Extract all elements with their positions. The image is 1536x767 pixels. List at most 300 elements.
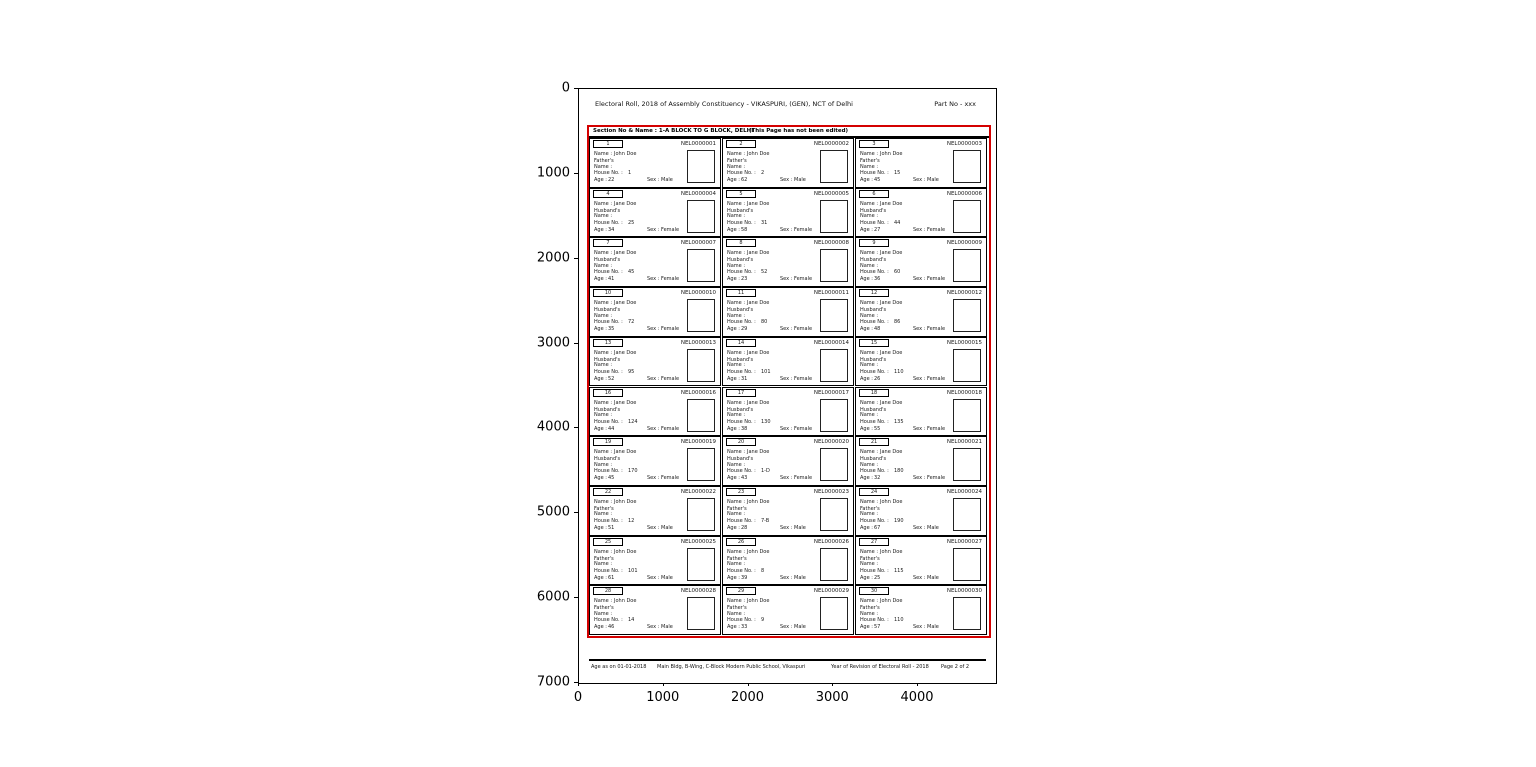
- x-axis-tick-label: 1000: [646, 690, 680, 705]
- photo-box: [687, 597, 715, 630]
- relation-name-label: Name :: [594, 213, 613, 220]
- house-value: 44: [894, 219, 901, 226]
- relation-name-label: Name :: [860, 561, 879, 568]
- epic-number: NEL0000029: [813, 588, 849, 595]
- photo-box: [953, 448, 981, 481]
- sex-label: Sex :: [647, 226, 660, 233]
- age-value: 41: [608, 276, 615, 283]
- relation-label: Father's: [594, 555, 614, 562]
- age-value: 38: [741, 425, 748, 432]
- sex-label: Sex :: [780, 624, 793, 631]
- sex-label: Sex :: [913, 624, 926, 631]
- serial-number-box: 8: [726, 239, 756, 247]
- sex-label: Sex :: [647, 425, 660, 432]
- house-value: 45: [628, 269, 635, 276]
- house-label: House No. :: [594, 418, 623, 425]
- name-value: Jane Doe: [747, 399, 770, 406]
- epic-number: NEL0000027: [946, 538, 982, 545]
- sex-value: Male: [794, 177, 806, 183]
- house-value: 110: [894, 617, 904, 624]
- house-label: House No. :: [727, 219, 756, 226]
- sex-value: Female: [927, 475, 946, 482]
- voter-card: [589, 486, 721, 536]
- name-value: Jane Doe: [880, 399, 903, 406]
- house-label: House No. :: [594, 269, 623, 276]
- sex-value: Female: [794, 375, 813, 382]
- serial-number-box: 15: [859, 339, 889, 347]
- footer-age-note: Age as on 01-01-2018: [591, 664, 647, 670]
- name-value: John Doe: [747, 151, 770, 157]
- serial-number-box: 12: [859, 289, 889, 297]
- house-value: 180: [894, 468, 904, 475]
- photo-box: [820, 349, 848, 382]
- age-value: 34: [608, 226, 615, 233]
- name-label: Name :: [594, 349, 613, 356]
- epic-number: NEL0000020: [813, 439, 849, 446]
- sex-value: Female: [927, 326, 946, 333]
- section-header-bar: [589, 127, 989, 138]
- epic-number: NEL0000012: [946, 290, 982, 297]
- age-label: Age :: [594, 624, 607, 631]
- house-value: 60: [894, 269, 901, 276]
- age-label: Age :: [727, 475, 740, 482]
- house-value: 80: [761, 319, 768, 326]
- name-label: Name :: [727, 200, 746, 207]
- annotation-box: [587, 125, 991, 638]
- sex-value: Female: [927, 375, 946, 382]
- photo-box: [820, 498, 848, 531]
- sex-value: Female: [794, 326, 813, 333]
- epic-number: NEL0000002: [813, 141, 849, 147]
- serial-number-box: 6: [859, 190, 889, 198]
- photo-box: [953, 548, 981, 581]
- voter-card: [589, 436, 721, 486]
- sex-value: Female: [794, 226, 813, 233]
- sex-value: Male: [794, 524, 806, 531]
- photo-box: [820, 548, 848, 581]
- house-value: 7-B: [761, 517, 770, 524]
- y-axis-tick-label: 4000: [536, 419, 570, 435]
- name-value: Jane Doe: [880, 449, 903, 456]
- relation-label: Husband's: [860, 456, 887, 463]
- relation-name-label: Name :: [594, 610, 613, 617]
- name-value: Jane Doe: [747, 250, 770, 257]
- name-label: Name :: [727, 151, 746, 157]
- sex-label: Sex :: [913, 276, 926, 283]
- relation-label: Husband's: [727, 207, 754, 214]
- sex-label: Sex :: [647, 524, 660, 531]
- age-label: Age :: [727, 276, 740, 283]
- name-value: Jane Doe: [880, 250, 903, 257]
- name-label: Name :: [594, 399, 613, 406]
- name-value: John Doe: [880, 548, 903, 555]
- sex-value: Female: [661, 375, 680, 382]
- age-label: Age :: [860, 524, 873, 531]
- epic-number: NEL0000014: [813, 339, 849, 346]
- name-label: Name :: [727, 449, 746, 456]
- name-label: Name :: [594, 151, 613, 157]
- serial-number-box: 24: [859, 488, 889, 496]
- voter-card: [722, 585, 854, 635]
- serial-number-box: 1: [593, 140, 623, 148]
- epic-number: NEL0000028: [680, 588, 716, 595]
- relation-name-label: Name :: [594, 511, 613, 518]
- relation-label: Husband's: [860, 307, 887, 314]
- age-label: Age :: [727, 226, 740, 233]
- voter-card: [855, 486, 987, 536]
- age-value: 61: [608, 574, 615, 581]
- photo-box: [687, 498, 715, 531]
- relation-label: Husband's: [727, 257, 754, 264]
- serial-number-box: 21: [859, 438, 889, 446]
- relation-label: Husband's: [594, 406, 621, 413]
- x-axis-tick-label: 3000: [815, 690, 849, 705]
- house-label: House No. :: [727, 368, 756, 375]
- house-label: House No. :: [860, 468, 889, 475]
- name-value: John Doe: [747, 598, 770, 605]
- age-value: 39: [741, 574, 748, 581]
- voter-card: [855, 237, 987, 287]
- relation-name-label: Name :: [860, 213, 879, 220]
- name-label: Name :: [860, 548, 879, 555]
- relation-name-label: Name :: [727, 262, 746, 269]
- voter-card: [589, 337, 721, 387]
- house-label: House No. :: [860, 418, 889, 425]
- name-label: Name :: [727, 548, 746, 555]
- serial-number-box: 30: [859, 587, 889, 595]
- name-value: Jane Doe: [747, 300, 770, 307]
- age-value: 48: [874, 326, 881, 333]
- sex-label: Sex :: [780, 226, 793, 233]
- house-value: 101: [628, 567, 638, 574]
- name-value: John Doe: [614, 151, 637, 157]
- plot-area: [578, 88, 997, 684]
- house-label: House No. :: [860, 368, 889, 375]
- epic-number: NEL0000004: [680, 190, 716, 197]
- footer-divider: [589, 659, 986, 661]
- name-value: John Doe: [880, 598, 903, 605]
- sex-value: Male: [927, 624, 939, 631]
- house-value: 52: [761, 269, 768, 276]
- relation-name-label: Name :: [594, 412, 613, 418]
- house-value: 190: [894, 517, 904, 524]
- serial-number-box: 13: [593, 339, 623, 347]
- house-label: House No. :: [594, 468, 623, 475]
- relation-name-label: Name :: [860, 511, 879, 518]
- y-axis-tick-label: 7000: [536, 674, 570, 690]
- relation-name-label: Name :: [727, 561, 746, 568]
- voter-card: [589, 536, 721, 586]
- relation-name-label: Name :: [727, 362, 746, 369]
- name-label: Name :: [727, 598, 746, 605]
- name-value: Jane Doe: [614, 349, 637, 356]
- voter-card: [589, 188, 721, 238]
- relation-name-label: Name :: [594, 163, 613, 170]
- voter-card: [722, 287, 854, 337]
- name-value: Jane Doe: [614, 399, 637, 406]
- serial-number-box: 29: [726, 587, 756, 595]
- epic-number: NEL0000011: [813, 290, 849, 297]
- relation-label: Husband's: [594, 257, 621, 264]
- house-value: 14: [628, 617, 635, 624]
- photo-box: [687, 200, 715, 233]
- age-label: Age :: [594, 425, 607, 432]
- relation-label: Husband's: [594, 356, 621, 363]
- age-value: 58: [741, 226, 748, 233]
- age-value: 35: [608, 326, 615, 333]
- house-value: 2: [761, 170, 765, 176]
- epic-number: NEL0000026: [813, 538, 849, 545]
- name-label: Name :: [727, 399, 746, 406]
- name-value: Jane Doe: [880, 200, 903, 207]
- house-label: House No. :: [860, 567, 889, 574]
- name-label: Name :: [594, 250, 613, 257]
- age-label: Age :: [860, 326, 873, 333]
- x-axis-tick-label: 2000: [730, 690, 765, 705]
- name-value: Jane Doe: [747, 200, 770, 207]
- age-label: Age :: [860, 177, 873, 183]
- sex-value: Female: [661, 425, 680, 432]
- age-label: Age :: [727, 524, 740, 531]
- sex-value: Male: [927, 177, 939, 183]
- age-label: Age :: [860, 475, 873, 482]
- name-label: Name :: [860, 151, 879, 157]
- age-value: 29: [741, 326, 748, 333]
- house-label: House No. :: [727, 269, 756, 276]
- photo-box: [820, 249, 848, 282]
- footer-station: Main Bldg, B-Wing, C-Block Modern Public School, Vikaspuri: [657, 664, 806, 670]
- relation-label: Husband's: [860, 356, 887, 363]
- photo-box: [953, 299, 981, 332]
- relation-label: Husband's: [594, 456, 621, 463]
- photo-box: [953, 498, 981, 531]
- relation-label: Husband's: [860, 406, 887, 413]
- epic-number: NEL0000001: [680, 141, 716, 147]
- sex-label: Sex :: [647, 475, 660, 482]
- age-label: Age :: [860, 226, 873, 233]
- relation-label: Father's: [727, 505, 747, 512]
- photo-box: [953, 150, 981, 183]
- sex-value: Female: [794, 475, 813, 482]
- age-value: 33: [741, 624, 748, 631]
- age-value: 67: [874, 524, 881, 531]
- age-label: Age :: [727, 375, 740, 382]
- epic-number: NEL0000023: [813, 488, 849, 495]
- sex-label: Sex :: [913, 475, 926, 482]
- epic-number: NEL0000030: [946, 588, 982, 595]
- photo-box: [687, 349, 715, 382]
- serial-number-box: 16: [593, 389, 623, 397]
- name-label: Name :: [860, 250, 879, 257]
- sex-label: Sex :: [780, 574, 793, 581]
- name-value: Jane Doe: [747, 449, 770, 456]
- house-value: 8: [761, 567, 765, 574]
- voter-card: [855, 138, 987, 188]
- age-label: Age :: [594, 276, 607, 283]
- relation-label: Father's: [860, 605, 880, 612]
- serial-number-box: 25: [593, 538, 623, 546]
- sex-label: Sex :: [913, 375, 926, 382]
- voter-grid: [589, 138, 989, 636]
- relation-name-label: Name :: [594, 561, 613, 568]
- house-label: House No. :: [594, 170, 623, 176]
- age-label: Age :: [594, 226, 607, 233]
- sex-label: Sex :: [647, 177, 660, 183]
- house-value: 124: [628, 418, 638, 425]
- age-label: Age :: [860, 375, 873, 382]
- house-label: House No. :: [594, 319, 623, 326]
- sex-value: Female: [661, 475, 680, 482]
- name-value: Jane Doe: [614, 250, 637, 257]
- voter-card: [589, 585, 721, 635]
- voter-card: [855, 585, 987, 635]
- name-label: Name :: [860, 349, 879, 356]
- relation-label: Father's: [860, 158, 880, 164]
- age-label: Age :: [727, 177, 740, 183]
- serial-number-box: 27: [859, 538, 889, 546]
- relation-label: Husband's: [860, 257, 887, 264]
- sex-label: Sex :: [780, 375, 793, 382]
- sex-label: Sex :: [913, 425, 926, 432]
- sex-value: Female: [661, 276, 680, 283]
- x-axis-tick-label: 4000: [900, 690, 934, 705]
- age-value: 43: [741, 475, 748, 482]
- sex-value: Male: [794, 624, 806, 631]
- sex-label: Sex :: [647, 574, 660, 581]
- house-label: House No. :: [594, 368, 623, 375]
- name-value: John Doe: [747, 548, 770, 555]
- photo-box: [820, 448, 848, 481]
- relation-name-label: Name :: [860, 262, 879, 269]
- name-label: Name :: [727, 349, 746, 356]
- house-label: House No. :: [594, 617, 623, 624]
- house-value: 110: [894, 368, 904, 375]
- epic-number: NEL0000009: [946, 240, 982, 247]
- age-value: 62: [741, 177, 748, 183]
- name-label: Name :: [860, 300, 879, 307]
- house-value: 12: [628, 517, 635, 524]
- epic-number: NEL0000003: [946, 141, 982, 147]
- name-label: Name :: [594, 449, 613, 456]
- name-value: John Doe: [614, 598, 637, 605]
- photo-box: [820, 399, 848, 432]
- photo-box: [820, 150, 848, 183]
- relation-label: Father's: [594, 505, 614, 512]
- epic-number: NEL0000018: [946, 389, 982, 396]
- house-label: House No. :: [727, 517, 756, 524]
- age-value: 52: [608, 375, 615, 382]
- sex-label: Sex :: [647, 624, 660, 631]
- sex-label: Sex :: [913, 326, 926, 333]
- sex-value: Male: [927, 574, 939, 581]
- voter-card: [855, 387, 987, 437]
- age-label: Age :: [594, 475, 607, 482]
- epic-number: NEL0000025: [680, 538, 716, 545]
- serial-number-box: 7: [593, 239, 623, 247]
- sex-value: Male: [661, 524, 673, 531]
- age-label: Age :: [727, 425, 740, 432]
- serial-number-box: 18: [859, 389, 889, 397]
- serial-number-box: 22: [593, 488, 623, 496]
- name-label: Name :: [860, 449, 879, 456]
- sex-label: Sex :: [913, 226, 926, 233]
- sex-value: Female: [927, 425, 946, 432]
- sex-label: Sex :: [913, 177, 926, 183]
- epic-number: NEL0000019: [680, 439, 716, 446]
- relation-label: Father's: [594, 158, 614, 164]
- serial-number-box: 10: [593, 289, 623, 297]
- age-value: 46: [608, 624, 615, 631]
- age-value: 44: [608, 425, 615, 432]
- voter-card: [722, 188, 854, 238]
- name-label: Name :: [594, 200, 613, 207]
- relation-label: Husband's: [594, 207, 621, 214]
- x-axis-tick-label: 0: [573, 690, 583, 705]
- voter-card: [589, 387, 721, 437]
- voter-card: [722, 436, 854, 486]
- photo-box: [820, 597, 848, 630]
- name-label: Name :: [727, 250, 746, 257]
- photo-box: [953, 399, 981, 432]
- voter-card: [855, 287, 987, 337]
- relation-label: Husband's: [727, 356, 754, 363]
- age-value: 22: [608, 177, 615, 183]
- house-label: House No. :: [594, 219, 623, 226]
- relation-name-label: Name :: [860, 610, 879, 617]
- serial-number-box: 5: [726, 190, 756, 198]
- photo-box: [687, 299, 715, 332]
- age-value: 28: [741, 524, 748, 531]
- serial-number-box: 26: [726, 538, 756, 546]
- relation-name-label: Name :: [727, 412, 746, 418]
- name-label: Name :: [860, 598, 879, 605]
- epic-number: NEL0000007: [680, 240, 716, 247]
- footer-page-number: Page 2 of 2: [941, 664, 970, 670]
- name-label: Name :: [594, 498, 613, 505]
- relation-label: Husband's: [727, 406, 754, 413]
- sex-label: Sex :: [780, 425, 793, 432]
- serial-number-box: 28: [593, 587, 623, 595]
- serial-number-box: 23: [726, 488, 756, 496]
- name-label: Name :: [860, 200, 879, 207]
- house-label: House No. :: [727, 617, 756, 624]
- house-value: 115: [894, 567, 904, 574]
- sex-label: Sex :: [780, 276, 793, 283]
- relation-name-label: Name :: [594, 262, 613, 269]
- sex-value: Male: [661, 624, 673, 631]
- sex-value: Female: [661, 226, 680, 233]
- serial-number-box: 3: [859, 140, 889, 148]
- footer-revision: Year of Revision of Electoral Roll - 2018: [831, 664, 929, 670]
- sex-label: Sex :: [780, 326, 793, 333]
- name-label: Name :: [594, 548, 613, 555]
- relation-name-label: Name :: [860, 362, 879, 369]
- age-label: Age :: [727, 574, 740, 581]
- relation-label: Husband's: [860, 207, 887, 214]
- relation-label: Husband's: [727, 456, 754, 463]
- name-value: Jane Doe: [880, 349, 903, 356]
- house-label: House No. :: [727, 567, 756, 574]
- sex-label: Sex :: [913, 524, 926, 531]
- y-axis-tick-label: 2000: [536, 250, 570, 266]
- y-axis-tick-label: 6000: [536, 589, 570, 605]
- voter-card: [722, 387, 854, 437]
- photo-box: [953, 249, 981, 282]
- age-value: 23: [741, 276, 748, 283]
- name-label: Name :: [594, 598, 613, 605]
- relation-label: Father's: [727, 555, 747, 562]
- sex-label: Sex :: [647, 326, 660, 333]
